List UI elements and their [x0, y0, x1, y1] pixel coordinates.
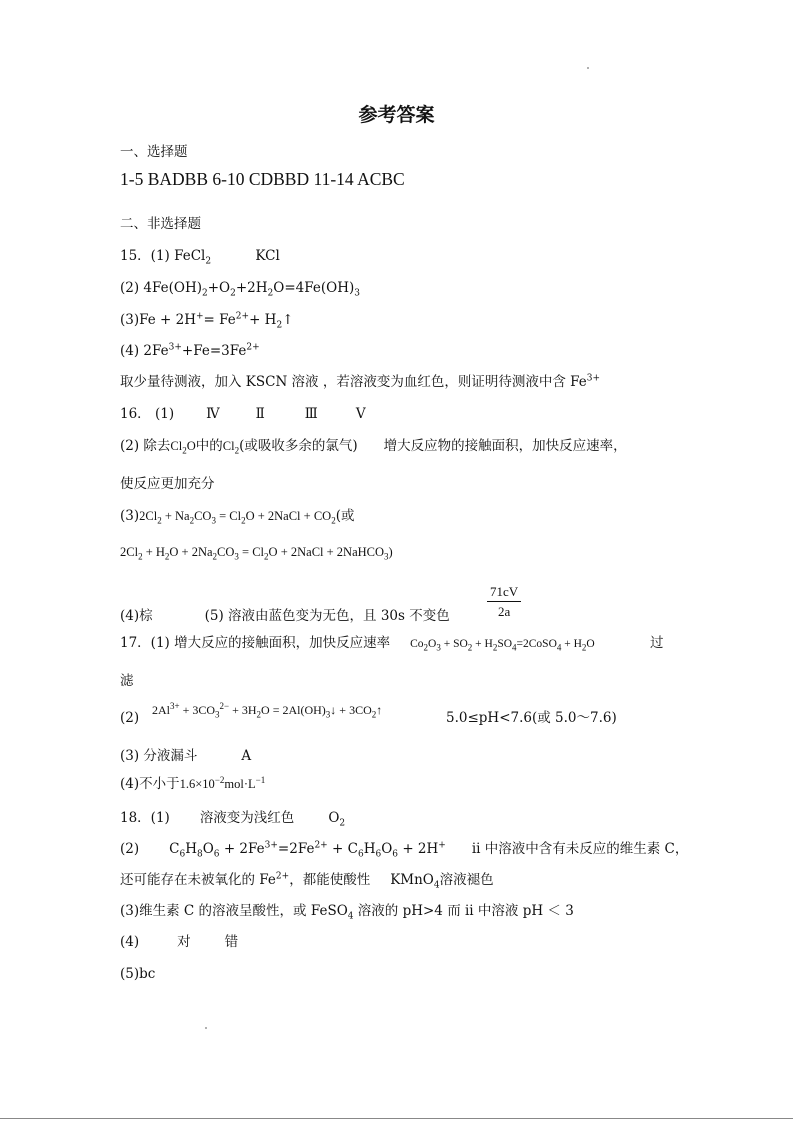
footer-dot — [205, 1027, 207, 1029]
q15-1-formula: 15．(1) FeCl — [120, 248, 206, 264]
q15-1-kcl: KCl — [255, 248, 280, 264]
q18-line2: (2) $C_6H_8O_6 + 2Fe^{3+}=2Fe^{2+} + C_6H_6O_6 + 2H^+$ ii 中溶液中含有未反应的维生素 C， — [120, 840, 689, 860]
q17-equation2: $2Al^{3+} + 3CO_3^{2-} + 3H_2O$ = $2Al(OH)_3↓$ + $3CO_2↑$ — [152, 701, 383, 720]
q16-line6: (4)棕 (5) 溶液由蓝色变为无色，且 30s 不变色 — [120, 608, 450, 624]
bottom-rule — [0, 1118, 793, 1119]
q17-line2: 滤 — [120, 673, 134, 689]
q16-line5: $2Cl_2 + H_2O + 2Na_2CO_3 = Cl_2O$ + 2NaCl + 2NaHCO$_3$) — [120, 545, 393, 562]
q17-line1: 17．(1) 增大反应的接触面积，加快反应速率 $Co_2O_3 + SO_2$ + $H_2SO_4=2CoSO_4 + H_2O$ — [120, 635, 595, 653]
q18-line4: (3)维生素 C 的溶液呈酸性，或 FeSO$_4$ 溶液的 pH>4 而 ii 中溶液 pH ＜ 3 — [120, 903, 574, 922]
q15-line2: (2) $4Fe(OH)_2+O_2+2H_2O=4Fe(OH)_3$ — [120, 280, 360, 299]
q15-line5: 取少量待测液，加入 KSCN 溶液 ，若溶液变为血红色，则证明待测液中含 $Fe^{3+}$ — [120, 373, 601, 390]
corner-dot — [587, 67, 589, 69]
q16-line2: (2) 除去$Cl_2O$中的$Cl_2$(或吸收多余的氯气) 增大反应物的接触面积，加快反应速率， — [120, 438, 627, 456]
q17-line4: (3) 分液漏斗 A — [120, 748, 252, 764]
q18-line1: 18．(1) 溶液变为浅红色 $O_2$ — [120, 810, 346, 829]
q18-line3: 还可能存在未被氧化的 $Fe^{2+}$，都能使酸性 KMnO$_4$溶液褪色 — [120, 871, 494, 891]
q18-line6: (5)bc — [120, 966, 156, 982]
q15-line4: (4) $2Fe^{3+}+Fe=3Fe^{2+}$ — [120, 342, 260, 359]
q16-line1: 16． (1) Ⅳ Ⅱ Ⅲ Ⅴ — [120, 406, 366, 422]
page-title: 参考答案 — [358, 104, 435, 126]
q17-line5: (4)不小于$1.6\times 10^{-2}mol\cdot L^{-1}$ — [120, 774, 266, 792]
q18-line5: (4) 对 错 — [120, 934, 239, 950]
q16-fraction: $\frac{71cV}{2a}$ — [487, 584, 521, 620]
q16-line4: $(3)2Cl_2 + Na_2CO_3 = Cl_2O$ + 2NaCl + $CO_2$(或 — [120, 508, 355, 526]
q17-line3-label: (2) — [120, 710, 140, 726]
choice-answers: 1-5 BADBB 6-10 CDBBD 11-14 ACBC — [120, 169, 405, 189]
q15-line3: $(3)Fe + 2H^+= Fe^{2+}+$ $H_2↑$ — [120, 311, 294, 331]
q16-line3: 使反应更加充分 — [120, 476, 215, 492]
q15-line1: 15．(1) FeCl$_2$ KCl — [120, 248, 280, 267]
section-choice-heading: 一、选择题 — [120, 144, 188, 160]
section-nonchoice-heading: 二、非选择题 — [120, 216, 201, 232]
q17-line1-tail: 过 — [650, 635, 664, 651]
q17-ph-range: 5.0≤pH<7.6(或 5.0～7.6) — [446, 710, 617, 726]
